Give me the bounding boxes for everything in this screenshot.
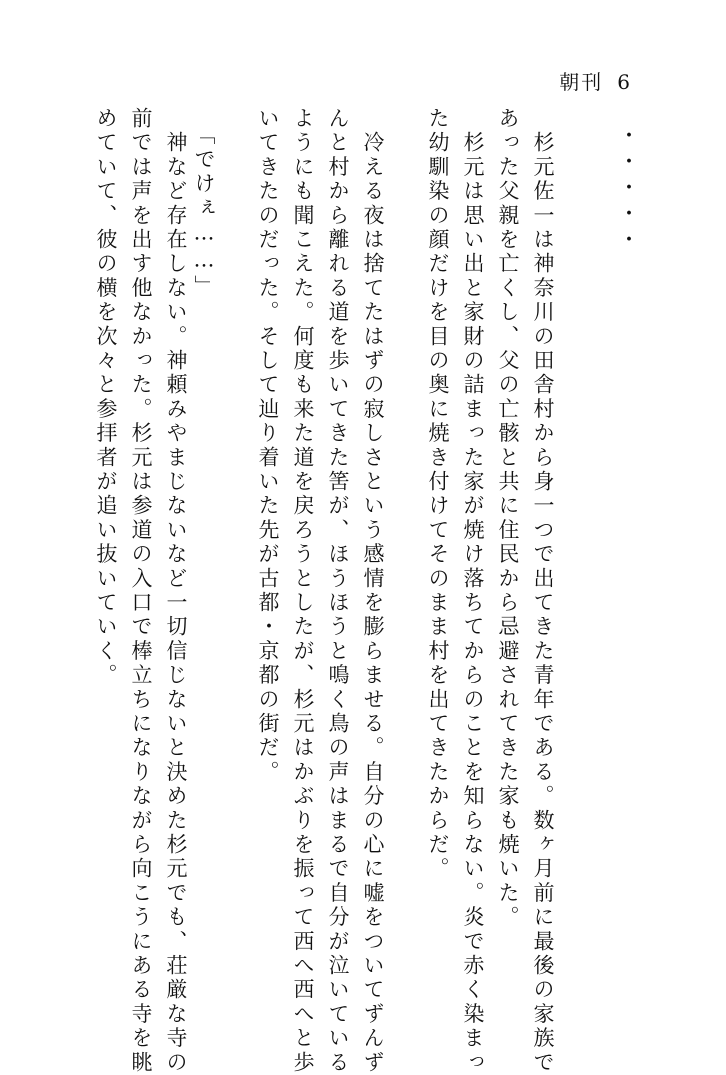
text-column-9: 神など存在しない。神頼みやまじないなど一切信じないと決めた杉元でも、荘厳な寺の (164, 107, 188, 1075)
text-column-7: ようにも聞こえた。何度も来た道を戻ろうとしたが、杉元はかぶりを振って西へ西へと歩 (291, 107, 315, 1075)
text-column-5: 冷える夜は捨てたはずの寂しさという感情を膨らませる。自分の心に嘘をついてずんず (361, 107, 385, 1075)
dialogue-column: 「でけぇ……」 (192, 110, 216, 300)
text-column-2: あった父親を亡くし、父の亡骸と共に住民から忌避されてきた家も焼いた。 (496, 107, 520, 930)
page-header-title: 朝刊 (559, 70, 604, 94)
text-column-4: た幼馴染の顔だけを目の奥に焼き付けてそのまま村を出てきたからだ。 (426, 107, 450, 882)
section-break-dots: ・・・・・ (616, 124, 640, 254)
text-column-6: んと村から離れる道を歩いてきた筈が、ほうほうと鳴く鳥の声はまるで自分が泣いている (326, 107, 350, 1075)
text-column-3: 杉元は思い出と家財の詰まった家が焼け落ちてからのことを知らない。炎で赤く染まっ (461, 107, 485, 1075)
text-column-1: 杉元佐一は神奈川の田舎村から身一つで出てきた青年である。数ヶ月前に最後の家族で (531, 107, 555, 1075)
text-column-11: めていて、彼の横を次々と参拝者が追い抜いていく。 (94, 107, 118, 688)
page-header (559, 66, 632, 95)
text-column-10: 前では声を出す他なかった。杉元は参道の入口で棒立ちになりながら向こうにある寺を眺 (129, 107, 153, 1075)
page-number: 6 (617, 70, 632, 94)
text-column-8: いてきたのだった。そして辿り着いた先が古都・京都の街だ。 (256, 107, 280, 785)
